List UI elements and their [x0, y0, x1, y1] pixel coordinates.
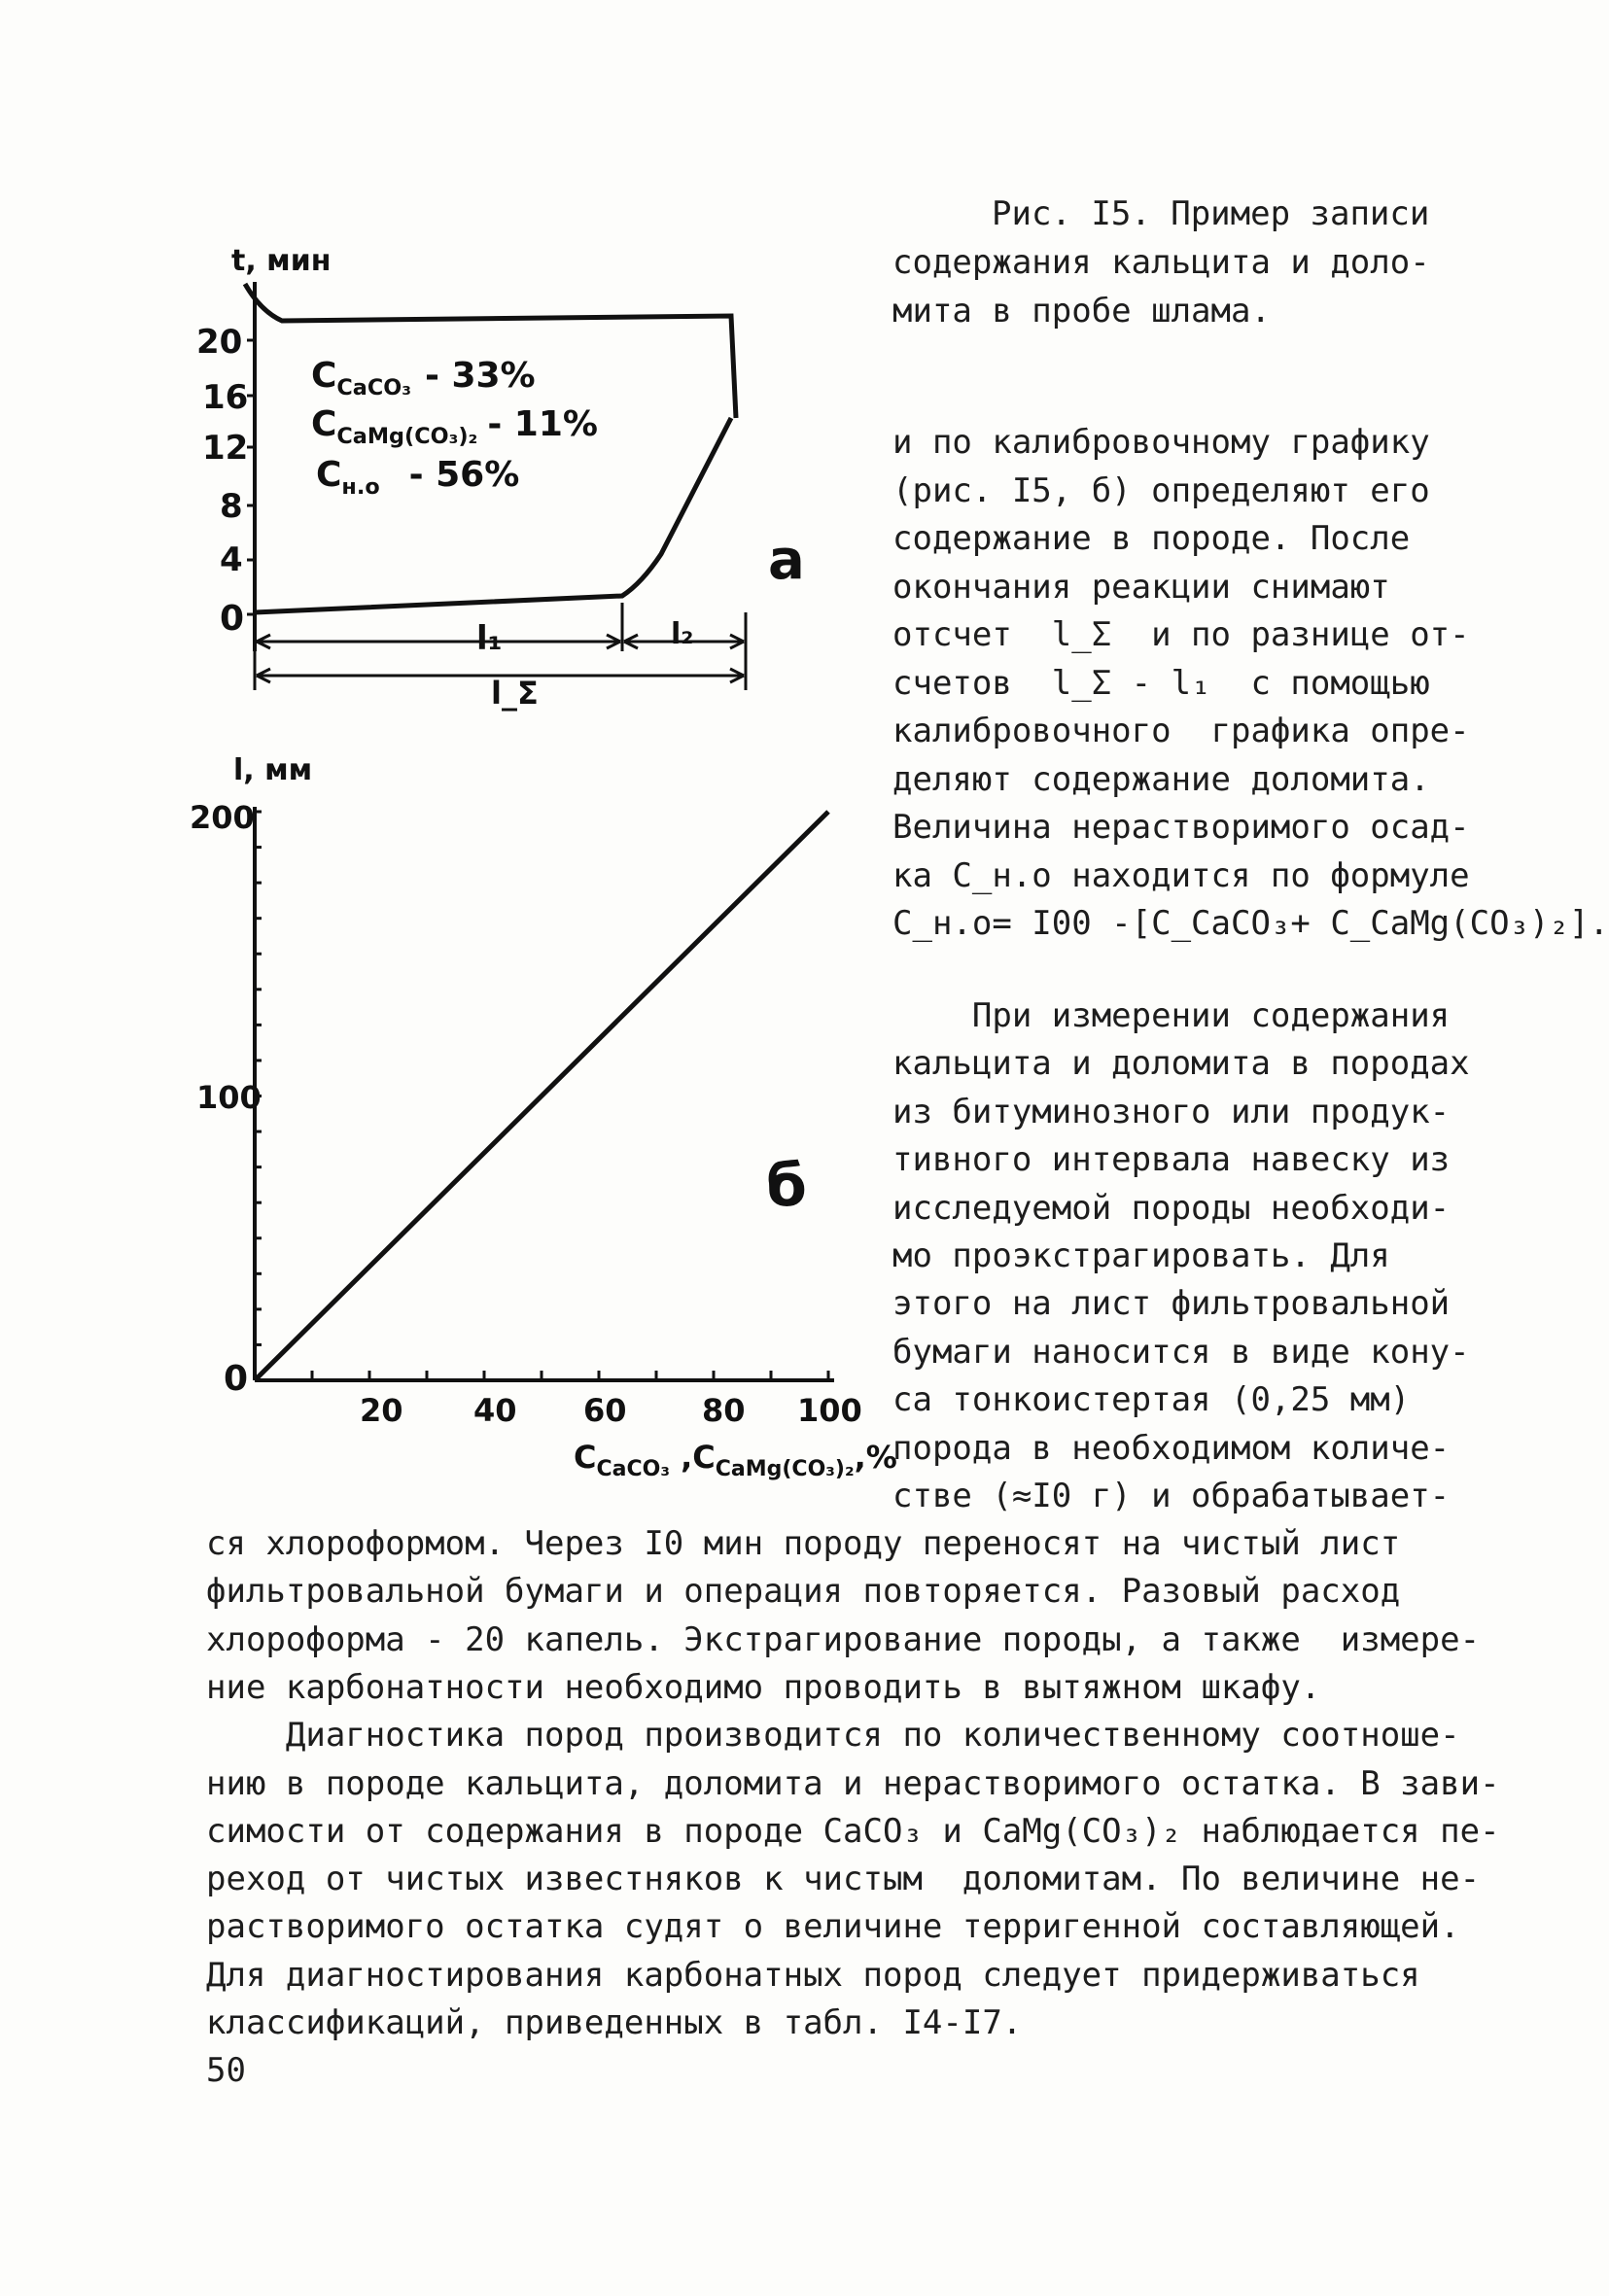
- text-line: фильтровальной бумаги и операция повторяется. Разовый расход: [206, 1572, 1401, 1612]
- text-line: бумаги наносится в виде кону-: [892, 1332, 1470, 1372]
- text-line: са тонкоистертая (0,25 мм): [892, 1380, 1411, 1420]
- text-line: стве (≈I0 г) и обрабатывает-: [892, 1477, 1451, 1515]
- chart-a-dimtotal: l_Σ: [491, 675, 539, 712]
- text-line: хлороформа - 20 капель. Экстрагирование породы, а также измере-: [206, 1619, 1481, 1659]
- text-line: нию в породе кальцита, доломита и нерастворимого остатка. В зави-: [206, 1763, 1500, 1803]
- chart-a-legend: [311, 356, 598, 500]
- legend-sub: CaCO₃: [336, 375, 411, 400]
- chart-a-dim2: l₂: [671, 617, 694, 651]
- text-line: содержание в породе. После: [892, 519, 1411, 558]
- text-line: отсчет l_Σ и по разнице от-: [892, 615, 1470, 654]
- text-line: счетов l_Σ - l₁ с помощью: [892, 663, 1430, 703]
- text-line: Величина нерастворимого осад-: [892, 808, 1470, 847]
- chart-b-ylabel: l, мм: [233, 753, 313, 787]
- chart-b-xtick: 60: [583, 1392, 627, 1429]
- text-line: классификаций, приведенных в табл. I4-I7.: [206, 2003, 1023, 2042]
- text-line: этого на лист фильтровальной: [892, 1284, 1451, 1324]
- legend-value: - 33%: [424, 356, 536, 396]
- text-line: и по калибровочному графику: [892, 423, 1430, 462]
- text-line: калибровочного графика опре-: [892, 712, 1470, 750]
- chart-a-top-curve: [245, 284, 736, 418]
- text-line: Для диагностирования карбонатных пород следует придерживаться: [206, 1955, 1420, 1995]
- chart-b-xtick: 100: [797, 1392, 862, 1429]
- caption-line: Рис. I5. Пример записи: [992, 194, 1430, 233]
- text-line: реход от чистых известняков к чистым доломитам. По величине не-: [206, 1860, 1481, 1899]
- svg-text:CCaMg(CO₃)₂- 11%: [311, 404, 598, 449]
- chart-a-ytick: 20: [196, 323, 243, 362]
- text-line: ся хлороформом. Через I0 мин породу переносят на чистый лист: [206, 1524, 1401, 1563]
- chart-b-letter: б: [766, 1152, 807, 1220]
- caption-line: мита в пробе шлама.: [892, 292, 1271, 330]
- text-line: ка C_н.о находится по формуле: [892, 855, 1470, 895]
- legend-c: C: [316, 455, 342, 495]
- chart-b-ytick: 100: [196, 1079, 262, 1116]
- chart-a: [185, 243, 807, 729]
- text-line: деляют содержание доломита.: [892, 759, 1430, 799]
- chart-a-ytick: 16: [202, 378, 249, 417]
- text-line: тивного интервала навеску из: [892, 1140, 1451, 1180]
- legend-sub: CaMg(CO₃)₂: [336, 424, 478, 449]
- chart-b: [185, 748, 897, 1497]
- chart-a-ytick: 0: [220, 599, 245, 639]
- text-line: ние карбонатности необходимо проводить в вытяжном шкафу.: [206, 1667, 1321, 1707]
- chart-a-letter: а: [768, 529, 805, 592]
- legend-c: C: [311, 356, 337, 396]
- text-line: мо проэкстрагировать. Для: [892, 1236, 1390, 1275]
- text-line: окончания реакции снимают: [892, 567, 1390, 607]
- legend-c: C: [311, 404, 337, 444]
- legend-sub: н.о: [341, 474, 380, 500]
- text-line: исследуемой породы необходи-: [892, 1188, 1451, 1228]
- legend-value: - 56%: [408, 455, 520, 495]
- chart-b-series-line: [255, 812, 828, 1380]
- svg-text:Cн.о- 56%: [316, 455, 519, 500]
- legend-value: - 11%: [487, 404, 598, 444]
- chart-b-xtick: 80: [702, 1392, 746, 1429]
- chart-a-ylabel: t, мин: [231, 244, 332, 278]
- text-line: При измерении содержания: [892, 996, 1451, 1035]
- text-line: симости от содержания в породе CaCO₃ и CaMg(CO₃)₂ наблюдается пе-: [206, 1811, 1500, 1851]
- svg-text:CCaCO₃- 33%: [311, 356, 536, 400]
- text-line: (рис. I5, б) определяют его: [892, 470, 1430, 510]
- chart-a-ytick: 12: [202, 429, 249, 468]
- chart-a-bottom-curve: [255, 418, 731, 612]
- page-number: 50: [206, 2051, 246, 2090]
- text-line: растворимого остатка судят о величине терригенной составляющей.: [206, 1907, 1460, 1947]
- text-line: кальцита и доломита в породах: [892, 1044, 1470, 1084]
- chart-b-xtick: 40: [473, 1392, 517, 1429]
- chart-b-xtick: 20: [360, 1392, 403, 1429]
- caption-line: содержания кальцита и доло-: [892, 243, 1430, 282]
- chart-a-ytick: 4: [220, 540, 243, 579]
- chart-b-ytick: 200: [190, 799, 255, 836]
- chart-a-dim1: l₁: [476, 619, 503, 658]
- text-line: C_н.о= I00 -[C_CaCO₃+ C_CaMg(CO₃)₂].: [892, 904, 1609, 943]
- text-line: из битуминозного или продук-: [892, 1092, 1451, 1131]
- chart-a-ytick: 8: [220, 487, 243, 526]
- text-line: Диагностика пород производится по количественному соотноше-: [206, 1716, 1460, 1756]
- chart-b-xlabel: $C_{CaCO_3}$ $,C_{CaMg(CO_3)_2},\%$: [574, 1439, 897, 1481]
- text-line: порода в необходимом количе-: [892, 1428, 1451, 1468]
- chart-b-ytick: 0: [224, 1359, 249, 1399]
